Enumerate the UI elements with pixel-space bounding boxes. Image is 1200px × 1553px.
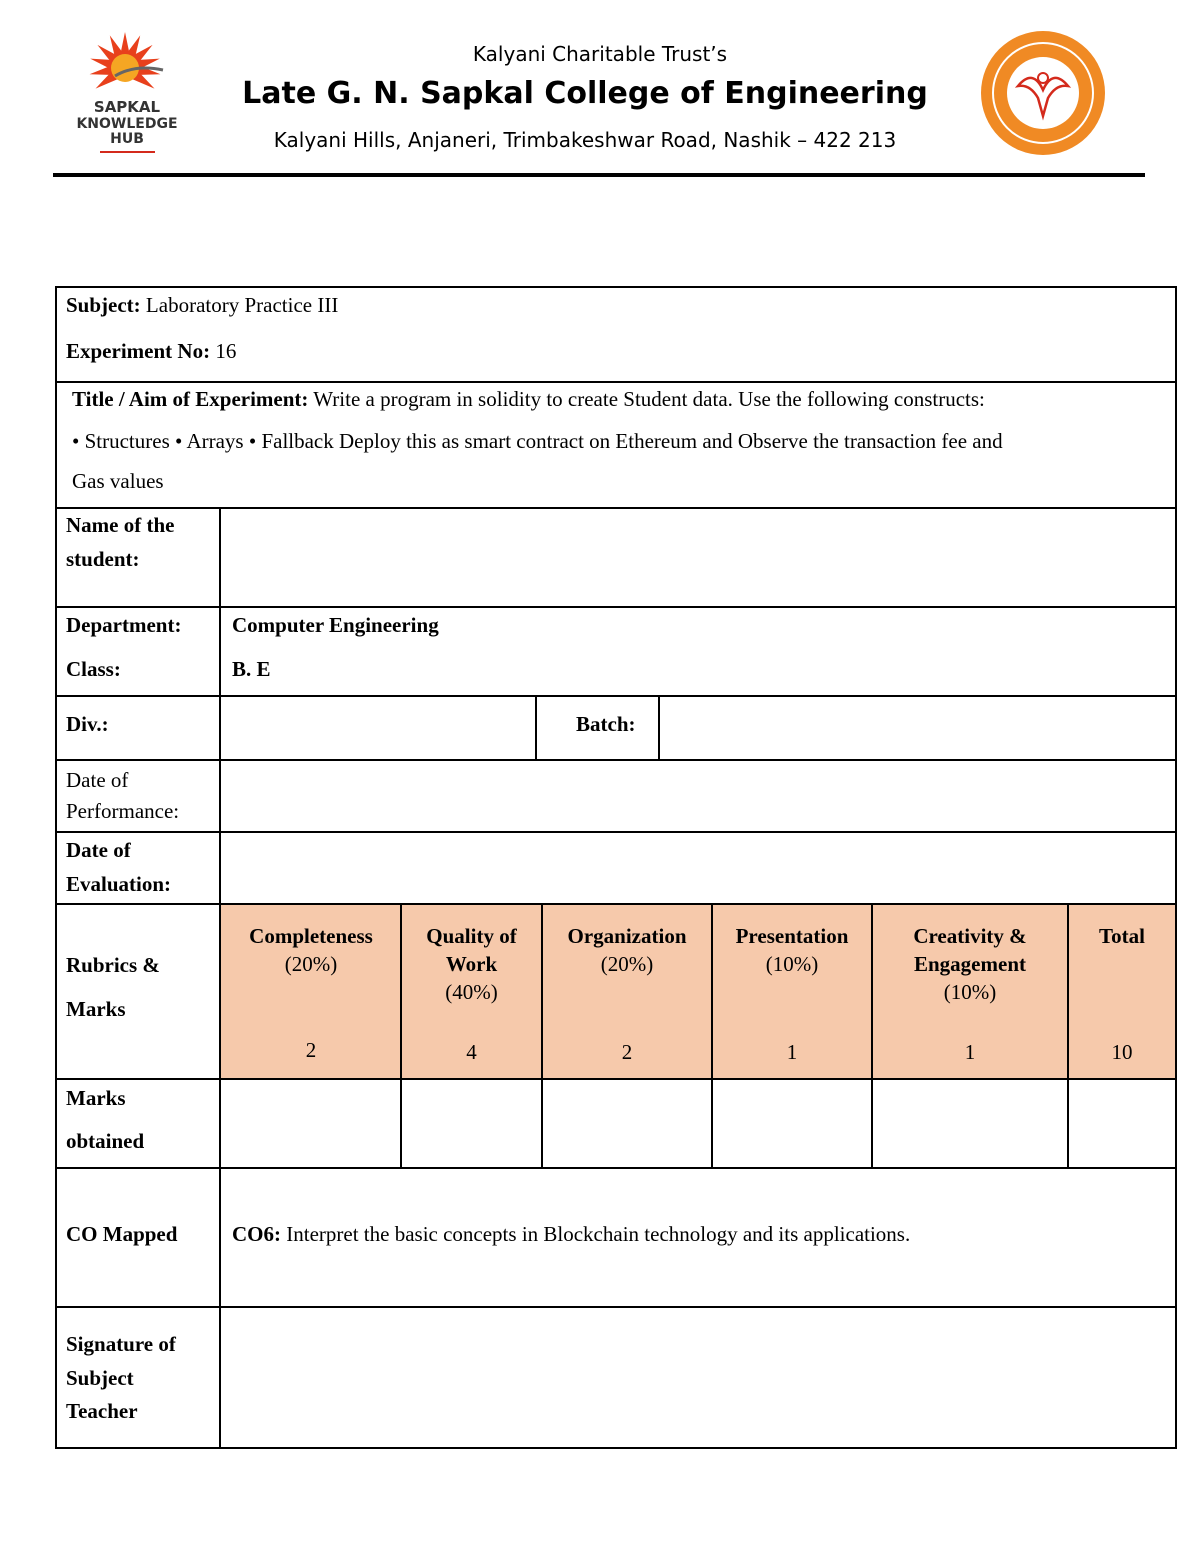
marks-label-2: obtained xyxy=(66,1129,145,1153)
date-of-performance-field[interactable] xyxy=(222,762,1174,830)
subject-value: Laboratory Practice III xyxy=(145,293,339,317)
title-label: Title / Aim of Experiment: xyxy=(72,387,309,411)
rubric-value-quality: 4 xyxy=(466,1040,477,1064)
student-name-field[interactable] xyxy=(222,510,1174,605)
class-value: B. E xyxy=(232,657,271,681)
batch-label: Batch: xyxy=(576,712,636,736)
logo-text-3: HUB xyxy=(110,131,144,147)
date-of-evaluation-field[interactable] xyxy=(222,834,1174,902)
signature-label-3: Teacher xyxy=(66,1399,138,1423)
co-mapped-row xyxy=(232,1221,910,1247)
rubric-value-creativity: 1 xyxy=(964,1040,976,1064)
rubric-value-total: 10 xyxy=(1111,1040,1133,1064)
title-line-1: Write a program in solidity to create Student data. Use the following constructs: xyxy=(313,387,985,411)
co-mapped-label: CO Mapped xyxy=(66,1222,178,1246)
dop-label-1: Date of xyxy=(66,768,129,792)
rubric-completeness: Completeness (20%) xyxy=(249,924,373,976)
title-row xyxy=(72,386,985,412)
name-label-2: student: xyxy=(66,547,140,571)
subject-row xyxy=(66,292,338,318)
experiment-row xyxy=(66,338,236,364)
rubric-total: Total xyxy=(1099,924,1145,948)
title-line-3: Gas values xyxy=(72,469,164,493)
class-label: Class: xyxy=(66,657,121,681)
marks-field-organization[interactable] xyxy=(543,1081,711,1166)
signature-label-2: Subject xyxy=(66,1366,134,1390)
logo-text-1: SAPKAL xyxy=(93,98,161,116)
rubric-presentation: Presentation (10%) xyxy=(735,924,849,976)
marks-field-creativity[interactable] xyxy=(873,1081,1067,1166)
header-divider xyxy=(53,173,1145,177)
rubric-value-presentation: 1 xyxy=(786,1040,798,1064)
marks-field-completeness[interactable] xyxy=(222,1081,400,1166)
experiment-label: Experiment No: xyxy=(66,339,211,363)
experiment-value: 16 xyxy=(215,339,237,363)
marks-field-total[interactable] xyxy=(1069,1081,1175,1166)
marks-field-quality[interactable] xyxy=(402,1081,541,1166)
signature-label-1: Signature of xyxy=(66,1332,176,1356)
sapkal-knowledge-hub-logo xyxy=(75,28,180,158)
rubrics-label-2: Marks xyxy=(66,997,126,1021)
rubric-value-completeness: 2 xyxy=(305,1038,317,1062)
div-label: Div.: xyxy=(66,712,109,736)
doe-label-1: Date of xyxy=(66,838,131,862)
div-field[interactable] xyxy=(222,698,534,758)
rubric-value-organization: 2 xyxy=(621,1040,633,1064)
signature-field[interactable] xyxy=(222,1309,1174,1446)
college-address: Kalyani Hills, Anjaneri, Trimbakeshwar Road, Nashik – 422 213 xyxy=(273,128,897,152)
dop-label-2: Performance: xyxy=(66,799,180,823)
department-label: Department: xyxy=(66,613,182,637)
college-name: Late G. N. Sapkal College of Engineering xyxy=(242,76,928,111)
rubric-quality: Quality of Work (40%) xyxy=(426,924,517,1004)
doe-label-2: Evaluation: xyxy=(66,872,172,896)
subject-label: Subject: xyxy=(66,293,141,317)
co-description: Interpret the basic concepts in Blockchain technology and its applications. xyxy=(286,1222,911,1246)
department-value: Computer Engineering xyxy=(232,613,439,637)
name-label-1: Name of the xyxy=(66,513,175,537)
marks-field-presentation[interactable] xyxy=(713,1081,871,1166)
rubrics-label-1: Rubrics & xyxy=(66,953,160,977)
marks-label-1: Marks xyxy=(66,1086,126,1110)
rubric-organization: Organization (20%) xyxy=(567,924,687,976)
batch-field[interactable] xyxy=(661,698,1174,758)
trust-name: Kalyani Charitable Trust’s xyxy=(472,42,728,66)
college-seal-logo xyxy=(978,28,1108,158)
rubric-creativity: Creativity & Engagement (10%) xyxy=(913,924,1027,1004)
co-code: CO6: xyxy=(232,1222,281,1246)
title-line-2: • Structures • Arrays • Fallback Deploy this as smart contract on Ethereum and Observe the transaction fee and xyxy=(72,429,1003,453)
logo-text-2: KNOWLEDGE xyxy=(76,116,178,132)
